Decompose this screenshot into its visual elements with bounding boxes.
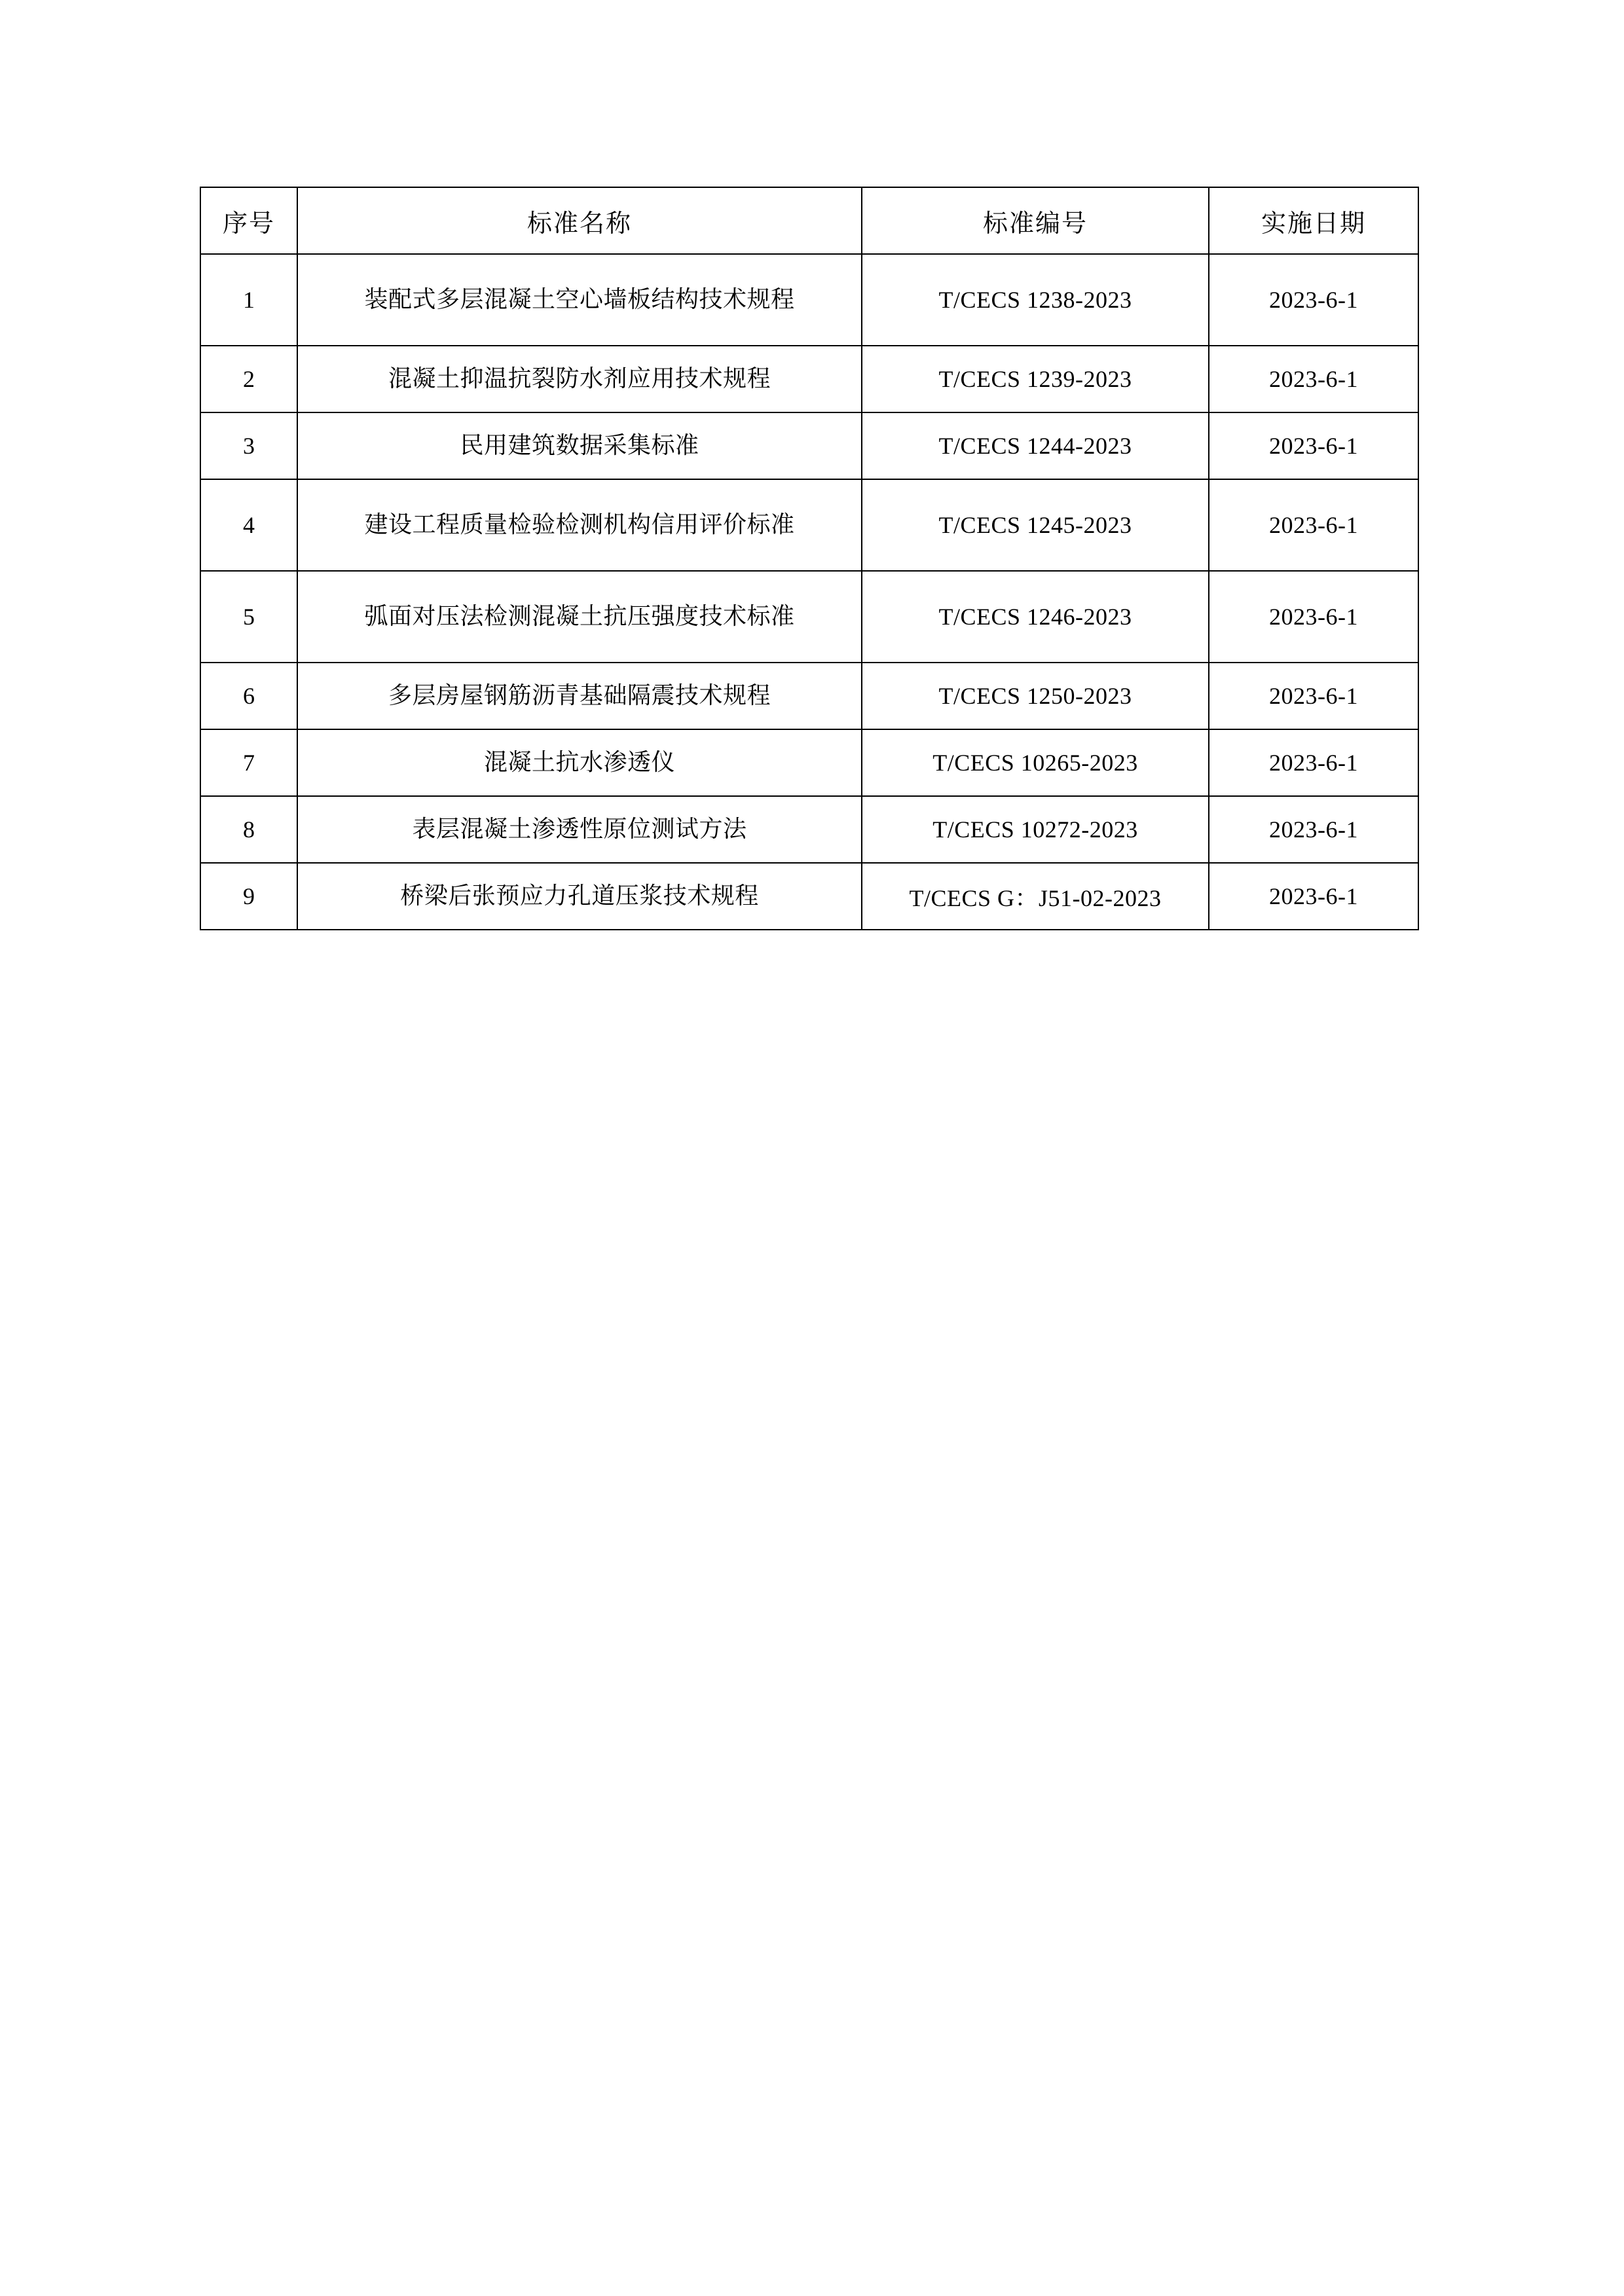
cell-index: 4 bbox=[200, 479, 297, 571]
cell-effective-date: 2023-6-1 bbox=[1209, 729, 1418, 796]
table-row bbox=[200, 479, 1418, 571]
cell-standard-code: T/CECS 1246-2023 bbox=[862, 571, 1209, 663]
cell-index: 6 bbox=[200, 663, 297, 729]
cell-standard-name: 混凝土抗水渗透仪 bbox=[297, 729, 862, 796]
standards-table-container bbox=[200, 187, 1418, 930]
cell-index: 9 bbox=[200, 863, 297, 930]
cell-effective-date: 2023-6-1 bbox=[1209, 346, 1418, 412]
table-row bbox=[200, 254, 1418, 346]
cell-standard-code: T/CECS 10265-2023 bbox=[862, 729, 1209, 796]
cell-standard-code: T/CECS 1238-2023 bbox=[862, 254, 1209, 346]
cell-standard-code: T/CECS 1239-2023 bbox=[862, 346, 1209, 412]
table-row bbox=[200, 796, 1418, 863]
table-header bbox=[200, 187, 1418, 254]
cell-effective-date: 2023-6-1 bbox=[1209, 479, 1418, 571]
cell-effective-date: 2023-6-1 bbox=[1209, 796, 1418, 863]
column-header-date: 实施日期 bbox=[1209, 187, 1418, 254]
table-row bbox=[200, 346, 1418, 412]
cell-standard-code: T/CECS 10272-2023 bbox=[862, 796, 1209, 863]
cell-effective-date: 2023-6-1 bbox=[1209, 663, 1418, 729]
cell-standard-name: 民用建筑数据采集标准 bbox=[297, 412, 862, 479]
cell-index: 2 bbox=[200, 346, 297, 412]
table-row bbox=[200, 663, 1418, 729]
cell-standard-code: T/CECS 1245-2023 bbox=[862, 479, 1209, 571]
table-row bbox=[200, 863, 1418, 930]
cell-standard-name: 表层混凝土渗透性原位测试方法 bbox=[297, 796, 862, 863]
cell-effective-date: 2023-6-1 bbox=[1209, 863, 1418, 930]
cell-standard-name: 建设工程质量检验检测机构信用评价标准 bbox=[297, 479, 862, 571]
column-header-name: 标准名称 bbox=[297, 187, 862, 254]
cell-standard-name: 桥梁后张预应力孔道压浆技术规程 bbox=[297, 863, 862, 930]
cell-index: 3 bbox=[200, 412, 297, 479]
table-body bbox=[200, 254, 1418, 930]
cell-standard-name: 装配式多层混凝土空心墙板结构技术规程 bbox=[297, 254, 862, 346]
cell-effective-date: 2023-6-1 bbox=[1209, 412, 1418, 479]
table-header-row bbox=[200, 187, 1418, 254]
cell-index: 7 bbox=[200, 729, 297, 796]
cell-standard-name: 混凝土抑温抗裂防水剂应用技术规程 bbox=[297, 346, 862, 412]
column-header-code: 标准编号 bbox=[862, 187, 1209, 254]
table-row bbox=[200, 571, 1418, 663]
cell-standard-code: T/CECS G：J51-02-2023 bbox=[862, 863, 1209, 930]
cell-index: 8 bbox=[200, 796, 297, 863]
cell-standard-name: 多层房屋钢筋沥青基础隔震技术规程 bbox=[297, 663, 862, 729]
table-row bbox=[200, 412, 1418, 479]
column-header-index: 序号 bbox=[200, 187, 297, 254]
cell-standard-code: T/CECS 1244-2023 bbox=[862, 412, 1209, 479]
cell-standard-code: T/CECS 1250-2023 bbox=[862, 663, 1209, 729]
cell-effective-date: 2023-6-1 bbox=[1209, 254, 1418, 346]
cell-index: 1 bbox=[200, 254, 297, 346]
cell-standard-name: 弧面对压法检测混凝土抗压强度技术标准 bbox=[297, 571, 862, 663]
standards-table bbox=[200, 187, 1419, 930]
cell-index: 5 bbox=[200, 571, 297, 663]
table-row bbox=[200, 729, 1418, 796]
cell-effective-date: 2023-6-1 bbox=[1209, 571, 1418, 663]
